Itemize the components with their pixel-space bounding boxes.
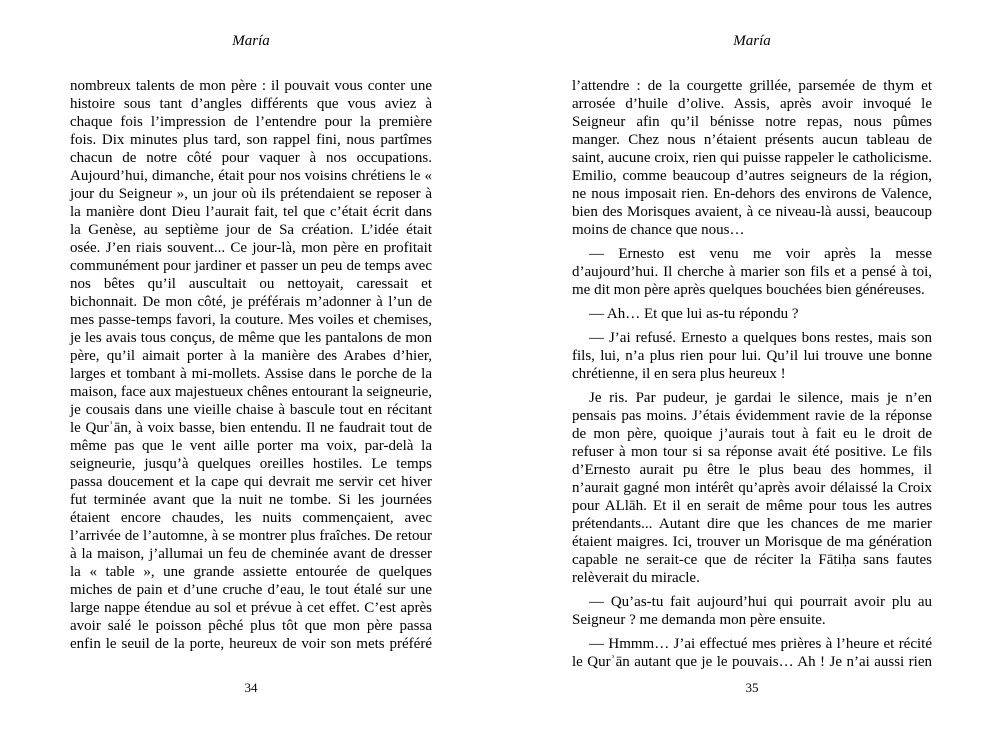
paragraph: — Qu’as-tu fait aujourd’hui qui pourrait avoir plu au Seigneur ? me demanda mon père ensuite.	[572, 594, 932, 628]
right-page	[572, 0, 932, 729]
page-number: 35	[745, 680, 759, 695]
running-header: María	[232, 33, 270, 49]
paragraph: nombreux talents de mon père : il pouvait vous conter une histoire sous tant d’angles différents que vous aviez à chaque fois l’impression de l’entendre pour la première fois. Dix minutes plus tard, son rappel fini, nous partîmes chacun de notre côté pour vaquer à nos occupations. Aujourd’hui, dimanche, était pour nos voisins chrétiens le « jour du Seigneur », un jour où ils prétendaient se reposer à la manière dont Dieu l’aurait fait, tel que c’était écrit dans la Genèse, au septième jour de Sa création. L’idée était osée. J’en riais souvent... Ce jour-là, mon père en profitait communément pour jardiner et passer un peu de temps avec nos bêtes qu’il auscultait ou nettoyait, caressait et bichonnait. De mon côté, je préférais m’adonner à l’un de mes passe-temps favori, la couture. Mes voiles et chemises, je les avais tous conçus, de même que les pantalons de mon père, qu’il aimait porter à la manière des Arabes d’hier, larges et tombant à mi-mollets. Assise dans le porche de la maison, face aux majestueux chênes entourant la seigneurie, je cousais dans une vieille chaise à bascule tout en récitant le Qurʾān, à voix basse, bien entendu. Il ne faudrait tout de même pas que le vent aille porter ma voix, par-delà la seigneurie, jusqu’à quelques oreilles hostiles. Le temps passa doucement et la cape qui devrait me servir cet hiver fut terminée avant que la nuit ne tombe. Si les journées étaient encore chaudes, les nuits commençaient, avec l’arrivée de l’automne, à se montrer plus fraîches. De retour à la maison, j’allumai un feu de cheminée avant de dresser la « table », une grande assiette entourée de quelques miches de pain et d’une cruche d’eau, le tout étalé sur une large nappe étendue au sol et prévue à cet effet. C’est après avoir salé le poisson pêché plus tôt que mon père passa enfin le seuil de la porte, heureux de voir son mets préféré	[70, 78, 432, 652]
page-number: 34	[244, 680, 258, 695]
paragraph: — J’ai refusé. Ernesto a quelques bons restes, mais son fils, lui, n’a plus rien pour lui. Qu’il lui trouve une bonne chrétienne, il en sera plus heureux !	[572, 330, 932, 382]
paragraph: Je ris. Par pudeur, je gardai le silence, mais je n’en pensais pas moins. J’étais évidemment ravie de la réponse de mon père, quoique j’aurais tout à fait eu le droit de refuser à mon tour si sa réponse avait été positive. Le fils d’Ernesto aurait pu être le plus beau des hommes, il n’aurait gagné mon intérêt qu’après avoir délaissé la Croix pour ALlāh. Et il en serait de même pour tous les autres prétendants... Autant dire que les chances de me marier étaient maigres. Ici, trouver un Morisque de ma génération capable ne serait-ce que de réciter la Fātiḥa sans fautes relèverait du miracle.	[572, 390, 932, 586]
left-page	[70, 0, 432, 729]
paragraph: — Ah… Et que lui as-tu répondu ?	[589, 306, 799, 322]
paragraph: — Ernesto est venu me voir après la messe d’aujourd’hui. Il cherche à marier son fils et a pensé à toi, me dit mon père après quelques bouchées bien généreuses.	[572, 246, 932, 298]
paragraph: l’attendre : de la courgette grillée, parsemée de thym et arrosée d’huile d’olive. Assis, après avoir invoqué le Seigneur afin qu’il bénisse notre repas, nous pûmes manger. Chez nous n’étaient présents aucun tableau de saint, aucune croix, rien qui puisse rappeler le catholicisme. Emilio, comme beaucoup d’autres seigneurs de la région, ne nous imposait rien. En-dehors des environs de Valence, bien des Morisques avaient, à ce niveau-là aussi, beaucoup moins de chance que nous…	[572, 78, 932, 238]
paragraph: — Hmmm… J’ai effectué mes prières à l’heure et récité le Qurʾān autant que je le pouvais… Ah ! Je n’ai aussi rien	[572, 636, 932, 670]
right-page-text	[572, 77, 932, 671]
left-page-text	[70, 77, 432, 653]
running-header: María	[733, 33, 771, 49]
